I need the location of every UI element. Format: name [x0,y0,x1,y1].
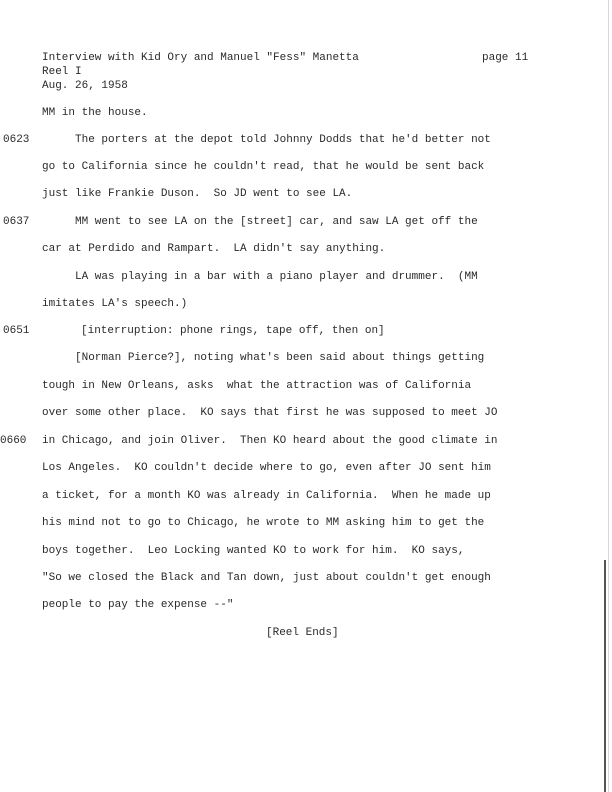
timecode: 0660 [0,435,27,447]
reel-ends-label: [Reel Ends] [266,627,339,639]
timecode: 0651 [3,325,30,337]
page-number: page 11 [482,52,529,64]
transcript-line: a ticket, for a month KO was already in California. When he made up [42,490,491,502]
scan-edge-line [608,0,609,792]
scan-edge-mark [604,560,606,792]
transcript-line: LA was playing in a bar with a piano player and drummer. (MM [42,271,478,283]
transcript-line: MM in the house. [42,107,148,119]
transcript-line: car at Perdido and Rampart. LA didn't say anything. [42,243,386,255]
transcript-line: Los Angeles. KO couldn't decide where to go, even after JO sent him [42,462,491,474]
interview-date: Aug. 26, 1958 [42,80,128,92]
reel-label: Reel I [42,66,82,78]
transcript-line: MM went to see LA on the [street] car, and saw LA get off the [42,216,478,228]
transcript-line: people to pay the expense --" [42,599,234,611]
interruption-note: [interruption: phone rings, tape off, then on] [48,325,385,337]
transcript-line: imitates LA's speech.) [42,298,188,310]
transcript-line: his mind not to go to Chicago, he wrote to MM asking him to get the [42,517,485,529]
transcript-line: "So we closed the Black and Tan down, just about couldn't get enough [42,572,491,584]
transcript-line: in Chicago, and join Oliver. Then KO heard about the good climate in [42,435,498,447]
transcript-line: The porters at the depot told Johnny Dodds that he'd better not [42,134,491,146]
timecode: 0623 [3,134,30,146]
transcript-line: go to California since he couldn't read, that he would be sent back [42,161,485,173]
transcript-line: over some other place. KO says that first he was supposed to meet JO [42,407,498,419]
transcript-line: just like Frankie Duson. So JD went to see LA. [42,188,353,200]
transcript-line: [Norman Pierce?], noting what's been said about things getting [42,352,485,364]
transcript-line: boys together. Leo Locking wanted KO to work for him. KO says, [42,545,465,557]
interview-title: Interview with Kid Ory and Manuel "Fess" Manetta [42,52,359,64]
transcript-line: tough in New Orleans, asks what the attraction was of California [42,380,472,392]
timecode: 0637 [3,216,30,228]
